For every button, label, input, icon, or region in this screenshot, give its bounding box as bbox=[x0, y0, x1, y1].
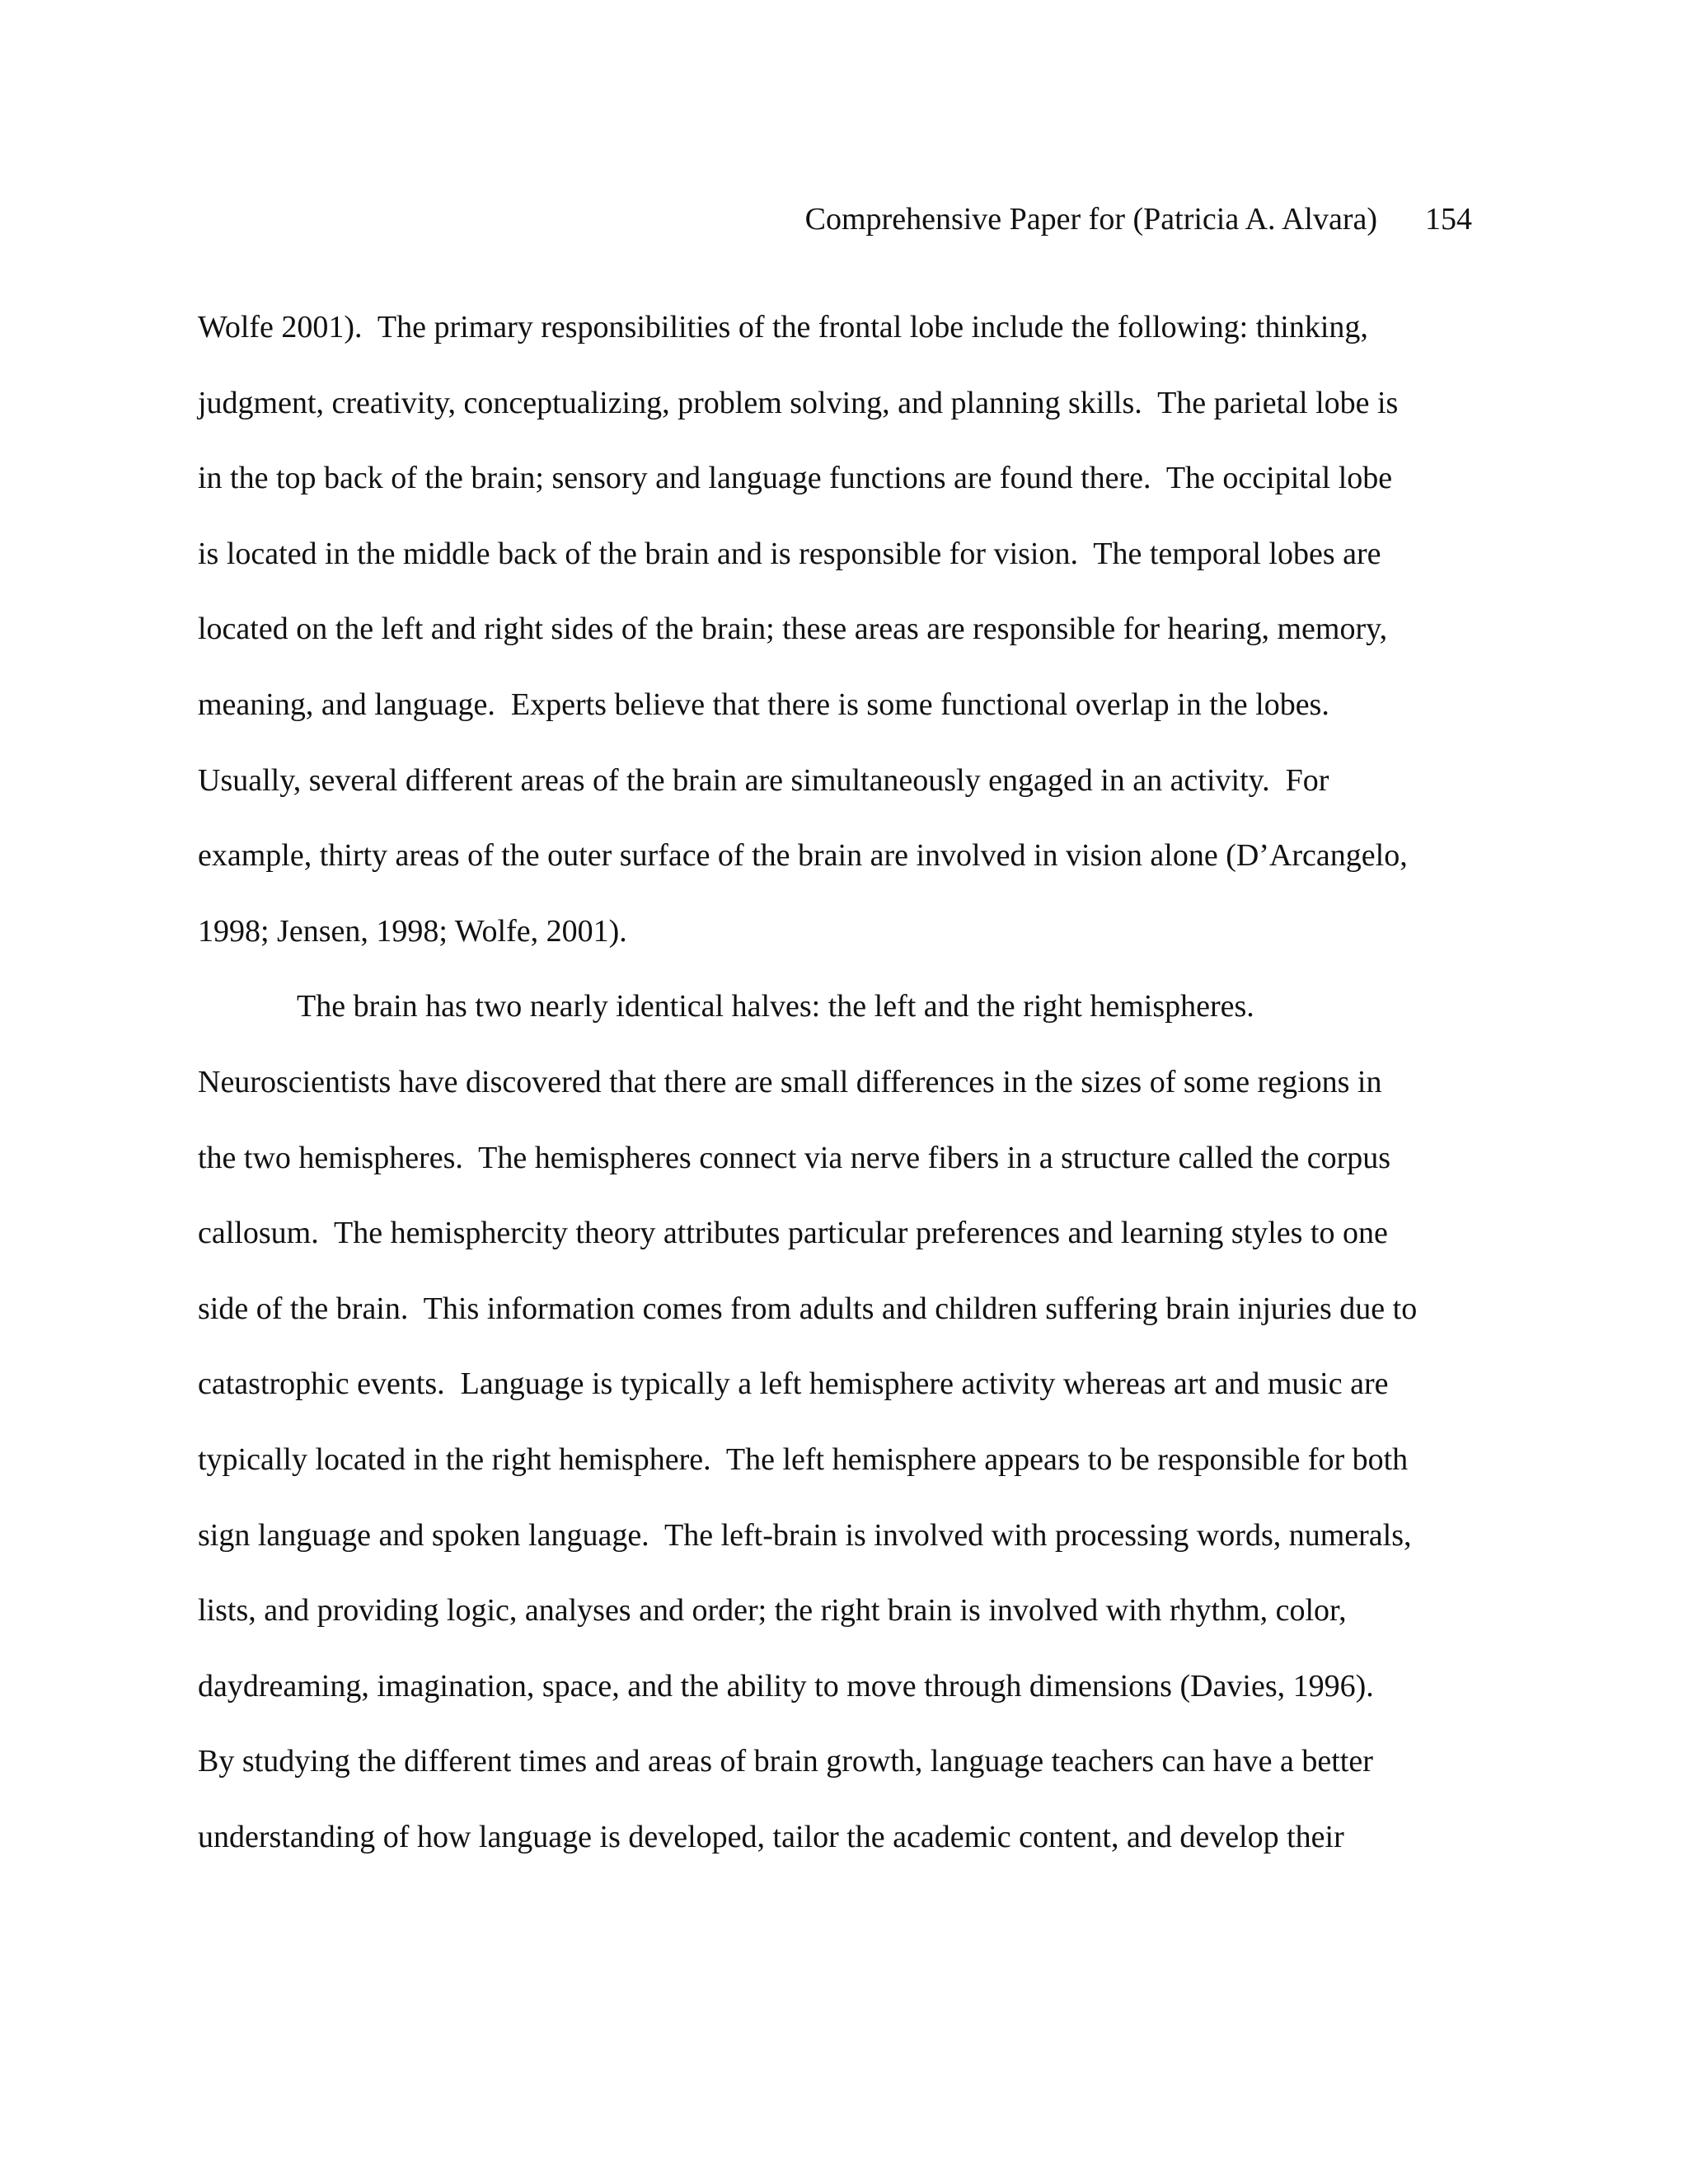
text-line: understanding of how language is developed, tailor the academic content, and develop their bbox=[198, 1819, 1344, 1854]
text-line: daydreaming, imagination, space, and the ability to move through dimensions (Davies, 1996). bbox=[198, 1668, 1374, 1704]
text-line: typically located in the right hemisphere. The left hemisphere appears to be responsible for both bbox=[198, 1441, 1409, 1477]
body-text bbox=[198, 290, 1517, 1875]
text-line: meaning, and language. Experts believe that there is some functional overlap in the lobes. bbox=[198, 687, 1329, 722]
text-line: in the top back of the brain; sensory and language functions are found there. The occipital lobe bbox=[198, 461, 1393, 496]
running-head bbox=[805, 196, 1472, 242]
text-line: the two hemispheres. The hemispheres connect via nerve fibers in a structure called the corpus bbox=[198, 1140, 1391, 1175]
text-line: example, thirty areas of the outer surface of the brain are involved in vision alone (D’Arcangelo, bbox=[198, 838, 1408, 874]
text-line: lists, and providing logic, analyses and order; the right brain is involved with rhythm, color, bbox=[198, 1593, 1347, 1629]
text-line: Neuroscientists have discovered that there are small differences in the sizes of some regions in bbox=[198, 1064, 1382, 1099]
text-line: By studying the different times and areas of brain growth, language teachers can have a better bbox=[198, 1744, 1373, 1779]
running-title: Comprehensive Paper for (Patricia A. Alvara) bbox=[804, 202, 1377, 237]
text-line: is located in the middle back of the brain and is responsible for vision. The temporal lobes are bbox=[198, 536, 1381, 571]
text-line: judgment, creativity, conceptualizing, problem solving, and planning skills. The parietal lobe is bbox=[198, 385, 1399, 420]
text-line: Wolfe 2001). The primary responsibilities of the frontal lobe include the following: thinking, bbox=[198, 310, 1368, 344]
text-line: side of the brain. This information comes from adults and children suffering brain injuries due to bbox=[198, 1291, 1418, 1326]
text-line: Usually, several different areas of the brain are simultaneously engaged in an activity. For bbox=[198, 762, 1329, 798]
text-line: sign language and spoken language. The left-brain is involved with processing words, numerals, bbox=[198, 1517, 1412, 1553]
text-line: callosum. The hemisphercity theory attributes particular preferences and learning styles to one bbox=[198, 1216, 1388, 1251]
page-number: 154 bbox=[1425, 202, 1472, 237]
text-line: located on the left and right sides of the brain; these areas are responsible for hearing, memory, bbox=[198, 612, 1388, 647]
paragraph-first-line: The brain has two nearly identical halves: the left and the right hemispheres. bbox=[297, 989, 1254, 1024]
text-line: 1998; Jensen, 1998; Wolfe, 2001). bbox=[198, 913, 627, 949]
text-line: catastrophic events. Language is typically a left hemisphere activity whereas art and music are bbox=[198, 1366, 1389, 1402]
